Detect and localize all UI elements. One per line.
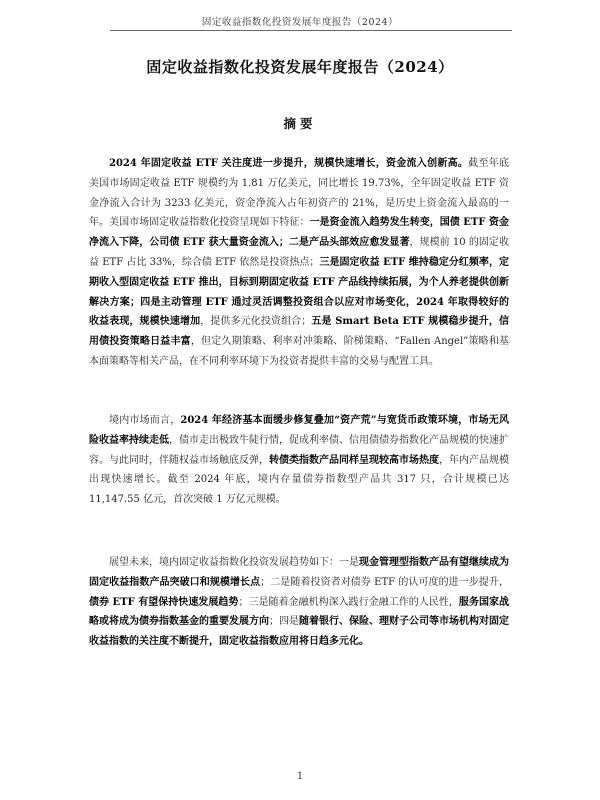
- bold-text-run: 2024 年固定收益 ETF 关注度进一步提升，规模快速增长，资金流入创新高。: [109, 158, 469, 169]
- text-run: ；三是随着金融机构深入践行金融工作的人民性，: [238, 596, 459, 608]
- running-header: 固定收益指数化投资发展年度报告（2024）: [201, 17, 399, 28]
- text-run: ；二是随着投资者对债券 ETF 的认可度的进一步提升，: [260, 576, 510, 588]
- bold-text-run: 债券 ETF 有望保持快速发展趋势: [89, 596, 239, 608]
- bold-text-run: 现金管理型指数产品有望继续成为固定收益指数产品突破口和规模增长点: [89, 557, 509, 588]
- text-run: ，但定久期策略、利率对冲策略、阶梯策略、“Fallen Angel”策略和基本面策略等相关产品，在不同利率环境下为投资者提供丰富的交易与配置工具。: [89, 336, 510, 367]
- abstract-heading: 摘要: [283, 116, 317, 131]
- text-run: ，规模前 10 的固定收益 ETF 占比 33%，综合债 ETF 依然是投资热点；: [89, 237, 509, 268]
- text-run: ；四是: [269, 616, 299, 628]
- page-number: 1: [296, 771, 304, 782]
- bold-text-run: 随着银行、保险、理财子公司等市场机构对固定收益指数的关注度不断提升，固定收益指数应用将日趋多元化。: [89, 616, 509, 648]
- text-run: ，年内产品规模出现快速增长。截至 2024 年底，境内存量债券指数型产品共 317 只，合计规模已达 11,147.55 亿元，首次突破 1 万亿元规模。: [89, 454, 509, 506]
- document-title: 固定收益指数化投资发展年度报告（2024）: [146, 58, 454, 76]
- text-run: ，债市走出极致牛陡行情，促成利率债、信用债债券指数化产品规模的快速扩容。与此同时，伴随权益市场触底反弹，: [89, 434, 509, 466]
- text-run: 展望未来，境内固定收益指数化投资发展趋势如下：一是: [109, 557, 359, 568]
- header-rule: [110, 30, 512, 31]
- abstract-paragraph-1: [89, 154, 509, 372]
- text-run: 截至年底美国市场固定收益 ETF 规模约为 1.81 万亿美元，同比增长 19.73%，全年固定收益 ETF 资金净流入合计为 3233 亿美元，资金净流入占年初资产的 21%，是历史上资金流入最高的一年。美国市场固定收益指数化投资呈现如下特征：: [89, 158, 509, 229]
- bold-text-run: 三是固定收益 ETF 维持稳定分红频率，定期收入型固定收益 ETF 推出，目标到期固定收益 ETF 产品线持续拓展，为个人养老提供创新解决方案；四是主动管理 ETF 通过灵活调整投资组合以应对市场变化，2024 年取得较好的收益表现，规模快速增加: [89, 256, 509, 328]
- bold-text-run: 服务国家战略或将成为债券指数基金的重要发展方向: [89, 596, 510, 628]
- bold-text-run: 转债类指数产品同样呈现较高市场热度: [269, 454, 439, 466]
- paragraph-text: [89, 553, 509, 652]
- bold-text-run: 2024 年经济基本面缓步修复叠加“资产荒”与宽货币政策环境，市场无风险收益率持续走低: [89, 415, 509, 446]
- bold-text-run: 一是资金流入趋势发生转变，国债 ETF 资金净流入下降，公司债 ETF 获大量资金流入；二是产品头部效应愈发显著: [89, 217, 509, 249]
- paragraph-text: [89, 411, 509, 510]
- paragraph-text: [89, 154, 509, 372]
- bold-text-run: 五是 Smart Beta ETF 规模稳步提升，信用债投资策略日益丰富: [89, 316, 509, 348]
- abstract-paragraph-2: [89, 411, 509, 510]
- text-run: 境内市场而言，: [109, 415, 181, 426]
- abstract-paragraph-3: [89, 553, 509, 652]
- text-run: ，提供多元化投资组合；: [200, 316, 312, 328]
